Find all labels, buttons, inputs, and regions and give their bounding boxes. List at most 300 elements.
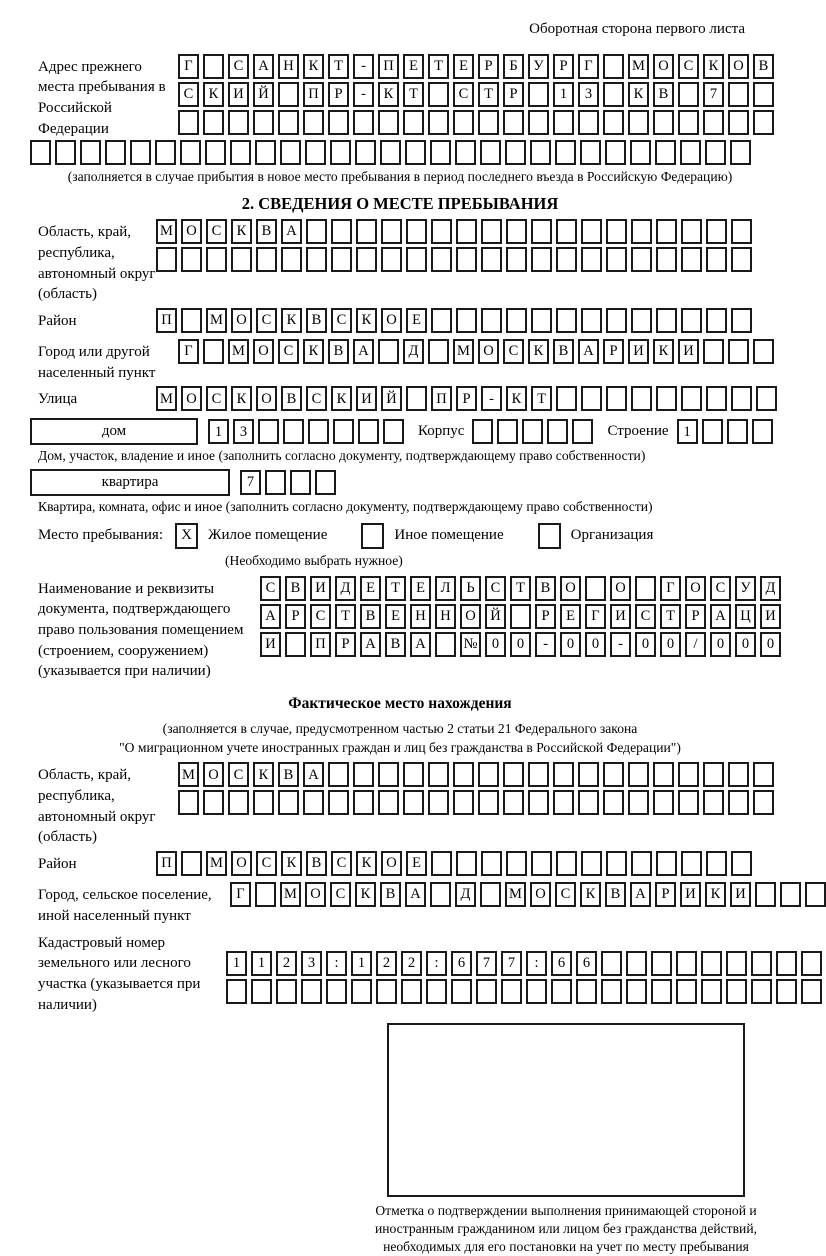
char-box: Т	[335, 604, 356, 629]
char-box: М	[228, 339, 249, 364]
char-box	[206, 247, 227, 272]
char-box: :	[326, 951, 347, 976]
char-box	[551, 979, 572, 1004]
char-box: 0	[585, 632, 606, 657]
char-box	[753, 762, 774, 787]
char-box: 0	[735, 632, 756, 657]
char-box: О	[685, 576, 706, 601]
char-box: 0	[510, 632, 531, 657]
char-box: С	[228, 762, 249, 787]
char-box: Р	[478, 54, 499, 79]
char-box: О	[381, 851, 402, 876]
char-box: Е	[560, 604, 581, 629]
char-box: В	[380, 882, 401, 907]
street-label: Улица	[38, 391, 78, 408]
char-box: Е	[360, 576, 381, 601]
char-box: Р	[655, 882, 676, 907]
char-box: 2	[276, 951, 297, 976]
char-box: О	[653, 54, 674, 79]
char-box	[581, 386, 602, 411]
char-box	[680, 140, 701, 165]
char-box	[701, 951, 722, 976]
char-box: Р	[535, 604, 556, 629]
page-side-label: Оборотная сторона первого листа	[529, 21, 745, 37]
char-grid-row	[260, 632, 781, 657]
char-box	[315, 470, 336, 495]
char-box: С	[331, 308, 352, 333]
char-box	[383, 419, 404, 444]
char-box	[378, 110, 399, 135]
char-box	[303, 790, 324, 815]
char-box	[253, 790, 274, 815]
char-box	[378, 762, 399, 787]
char-box	[756, 386, 777, 411]
char-box	[753, 790, 774, 815]
char-box	[478, 790, 499, 815]
char-box	[401, 979, 422, 1004]
char-box	[353, 790, 374, 815]
char-box	[626, 979, 647, 1004]
apartment-label-box: квартира	[30, 469, 230, 496]
char-box: Д	[455, 882, 476, 907]
char-box	[801, 951, 822, 976]
char-box	[805, 882, 826, 907]
actual-region-field	[38, 762, 800, 848]
char-box: Н	[278, 54, 299, 79]
char-box	[651, 979, 672, 1004]
char-box: А	[303, 762, 324, 787]
char-box	[528, 110, 549, 135]
char-box: И	[610, 604, 631, 629]
char-box: К	[231, 219, 252, 244]
char-box: В	[653, 82, 674, 107]
char-box: О	[231, 851, 252, 876]
char-box	[481, 851, 502, 876]
char-box: 0	[660, 632, 681, 657]
char-box: П	[303, 82, 324, 107]
char-box	[528, 82, 549, 107]
char-box	[378, 339, 399, 364]
korpus-label: Корпус	[418, 423, 465, 440]
char-box	[751, 951, 772, 976]
char-box	[301, 979, 322, 1004]
char-box	[231, 247, 252, 272]
char-box	[581, 219, 602, 244]
char-box	[651, 951, 672, 976]
char-box	[328, 110, 349, 135]
char-box: Г	[230, 882, 251, 907]
korpus-grid	[472, 419, 593, 444]
district-label: Район	[38, 313, 77, 330]
char-box	[731, 386, 752, 411]
char-box	[278, 110, 299, 135]
char-box	[130, 140, 151, 165]
char-box: /	[685, 632, 706, 657]
char-box: П	[431, 386, 452, 411]
char-box: К	[331, 386, 352, 411]
char-box: И	[628, 339, 649, 364]
char-box: Й	[381, 386, 402, 411]
char-box: К	[231, 386, 252, 411]
char-box	[576, 979, 597, 1004]
char-box: -	[353, 54, 374, 79]
char-box: Ь	[460, 576, 481, 601]
char-box	[456, 851, 477, 876]
char-box	[753, 339, 774, 364]
char-box	[55, 140, 76, 165]
char-box	[155, 140, 176, 165]
char-box: 0	[560, 632, 581, 657]
prev-address-note: (заполняется в случае прибытия в новое место пребывания в период последнего въезда в Российскую Федерацию)	[67, 169, 733, 185]
char-box: 0	[635, 632, 656, 657]
char-box: М	[280, 882, 301, 907]
char-box	[601, 979, 622, 1004]
char-grid-row	[260, 604, 781, 629]
char-box	[572, 419, 593, 444]
char-box: К	[705, 882, 726, 907]
char-box	[531, 308, 552, 333]
char-box: С	[330, 882, 351, 907]
char-box	[578, 762, 599, 787]
char-box: 7	[476, 951, 497, 976]
prev-address-grid	[178, 54, 774, 140]
char-grid-row	[178, 790, 774, 815]
actual-district-field	[38, 851, 800, 879]
char-box	[380, 140, 401, 165]
char-box	[603, 110, 624, 135]
char-box	[628, 762, 649, 787]
char-box	[703, 339, 724, 364]
char-box	[403, 790, 424, 815]
char-box: К	[281, 308, 302, 333]
char-box: К	[580, 882, 601, 907]
prev-address-overflow-row	[30, 140, 800, 165]
char-box: О	[530, 882, 551, 907]
char-box	[526, 979, 547, 1004]
char-box: С	[678, 54, 699, 79]
char-box	[376, 979, 397, 1004]
char-box	[278, 790, 299, 815]
char-box	[256, 247, 277, 272]
char-box: 7	[501, 951, 522, 976]
char-box: И	[680, 882, 701, 907]
char-box	[80, 140, 101, 165]
char-box	[681, 386, 702, 411]
char-box	[331, 219, 352, 244]
char-box: В	[281, 386, 302, 411]
char-box: В	[328, 339, 349, 364]
char-box: М	[156, 219, 177, 244]
char-box	[531, 219, 552, 244]
char-box: 2	[401, 951, 422, 976]
char-box	[455, 140, 476, 165]
char-box	[308, 419, 329, 444]
char-box: 1	[677, 419, 698, 444]
char-box	[626, 951, 647, 976]
char-box	[630, 140, 651, 165]
char-box	[406, 386, 427, 411]
char-box	[251, 979, 272, 1004]
char-box: Т	[328, 54, 349, 79]
char-box: М	[178, 762, 199, 787]
char-box	[605, 140, 626, 165]
char-box	[731, 308, 752, 333]
char-box: С	[453, 82, 474, 107]
char-box	[481, 219, 502, 244]
char-box	[228, 790, 249, 815]
char-box	[506, 308, 527, 333]
char-box: М	[505, 882, 526, 907]
char-box	[506, 247, 527, 272]
char-box	[705, 140, 726, 165]
char-box	[253, 110, 274, 135]
char-box	[681, 219, 702, 244]
stay-type-option-other-label: Иное помещение	[394, 527, 504, 544]
char-box	[628, 790, 649, 815]
char-box: Г	[578, 54, 599, 79]
char-box: Т	[403, 82, 424, 107]
char-box	[156, 247, 177, 272]
char-box	[702, 419, 723, 444]
char-grid-row	[178, 54, 774, 79]
char-box	[728, 110, 749, 135]
region-field	[38, 219, 800, 305]
char-box: О	[381, 308, 402, 333]
char-box: Р	[335, 632, 356, 657]
char-box	[356, 219, 377, 244]
char-box: -	[353, 82, 374, 107]
char-box	[428, 790, 449, 815]
char-box: Л	[435, 576, 456, 601]
apartment-row	[30, 469, 800, 496]
char-box: К	[628, 82, 649, 107]
char-box	[726, 979, 747, 1004]
char-grid-row	[178, 762, 774, 787]
stay-type-note: (Необходимо выбрать нужное)	[225, 552, 403, 568]
char-box	[265, 470, 286, 495]
char-box: В	[306, 308, 327, 333]
char-box: В	[385, 632, 406, 657]
apartment-note: Квартира, комната, офис и иное (заполнить согласно документу, подтверждающему право собственности)	[38, 499, 653, 515]
char-box	[276, 979, 297, 1004]
char-box: 3	[301, 951, 322, 976]
stroenie-grid	[677, 419, 773, 444]
char-box: О	[253, 339, 274, 364]
char-box	[205, 140, 226, 165]
char-box	[578, 110, 599, 135]
char-box	[628, 110, 649, 135]
city-label: Город или другой населенный пункт	[38, 344, 156, 381]
char-grid-row	[156, 219, 752, 244]
char-box	[501, 979, 522, 1004]
char-box: А	[260, 604, 281, 629]
char-box: 2	[376, 951, 397, 976]
char-box	[678, 110, 699, 135]
char-box	[603, 54, 624, 79]
char-box	[178, 790, 199, 815]
char-box	[356, 247, 377, 272]
char-box	[751, 979, 772, 1004]
char-box	[406, 219, 427, 244]
char-box: А	[710, 604, 731, 629]
char-box: Д	[760, 576, 781, 601]
char-box: 0	[710, 632, 731, 657]
char-box	[431, 851, 452, 876]
char-box	[178, 110, 199, 135]
char-box: У	[528, 54, 549, 79]
char-box: 1	[251, 951, 272, 976]
char-box: В	[605, 882, 626, 907]
char-box	[653, 110, 674, 135]
char-box	[306, 219, 327, 244]
char-box	[606, 247, 627, 272]
char-box	[506, 219, 527, 244]
char-box	[503, 790, 524, 815]
char-box	[581, 247, 602, 272]
char-box: С	[485, 576, 506, 601]
prev-address-label: Адрес прежнего места пребывания в Российской Федерации	[38, 58, 166, 137]
char-box: С	[555, 882, 576, 907]
char-box: И	[260, 632, 281, 657]
char-box: Р	[685, 604, 706, 629]
char-box: 1	[553, 82, 574, 107]
char-box: В	[306, 851, 327, 876]
char-box	[753, 110, 774, 135]
char-grid-row	[156, 386, 777, 411]
char-box	[727, 419, 748, 444]
char-box: В	[535, 576, 556, 601]
char-grid-row	[178, 110, 774, 135]
char-box	[476, 979, 497, 1004]
char-box	[430, 882, 451, 907]
char-box	[226, 979, 247, 1004]
prev-address-block	[38, 54, 800, 140]
char-box: Т	[428, 54, 449, 79]
char-box: В	[256, 219, 277, 244]
char-box: Н	[410, 604, 431, 629]
char-box: А	[410, 632, 431, 657]
char-box	[603, 82, 624, 107]
document-field	[38, 576, 800, 682]
char-box	[728, 82, 749, 107]
char-box	[528, 762, 549, 787]
actual-city-field	[38, 882, 800, 926]
char-box: А	[360, 632, 381, 657]
char-box: №	[460, 632, 481, 657]
char-box	[181, 247, 202, 272]
char-box	[181, 308, 202, 333]
house-row	[30, 418, 800, 445]
char-box: -	[481, 386, 502, 411]
document-label: Наименование и реквизиты документа, подтверждающего право пользования помещением (строением, сооружением) (указывается при наличии)	[38, 580, 244, 680]
char-box	[728, 762, 749, 787]
char-box: Р	[328, 82, 349, 107]
char-box: К	[356, 851, 377, 876]
char-box: 3	[233, 419, 254, 444]
char-box: И	[228, 82, 249, 107]
char-box: К	[355, 882, 376, 907]
char-box	[280, 140, 301, 165]
char-box	[453, 790, 474, 815]
char-box	[556, 386, 577, 411]
char-box	[180, 140, 201, 165]
char-box: Е	[406, 308, 427, 333]
char-box: Е	[385, 604, 406, 629]
char-box	[405, 140, 426, 165]
char-box	[753, 82, 774, 107]
char-box	[258, 419, 279, 444]
char-box: А	[578, 339, 599, 364]
char-box	[181, 851, 202, 876]
house-grid	[208, 419, 404, 444]
stamp-caption: Отметка о подтверждении выполнения принимающей стороной и иностранным гражданином или лицом без гражданства действий, необходимых для его постановки на учет по месту пребывания	[375, 1203, 757, 1255]
char-box: Р	[285, 604, 306, 629]
char-box: С	[206, 386, 227, 411]
char-box	[731, 851, 752, 876]
char-box	[503, 762, 524, 787]
char-grid-row	[178, 82, 774, 107]
char-box: О	[256, 386, 277, 411]
char-box	[105, 140, 126, 165]
char-box	[453, 110, 474, 135]
char-box	[406, 247, 427, 272]
char-box	[631, 851, 652, 876]
char-box: 1	[351, 951, 372, 976]
char-box: -	[535, 632, 556, 657]
char-box: В	[753, 54, 774, 79]
char-box: Д	[335, 576, 356, 601]
char-box: С	[306, 386, 327, 411]
char-box	[678, 762, 699, 787]
char-box	[676, 951, 697, 976]
char-box	[285, 632, 306, 657]
char-box	[255, 882, 276, 907]
char-box	[481, 308, 502, 333]
char-box: Г	[585, 604, 606, 629]
char-box	[706, 219, 727, 244]
char-box: И	[730, 882, 751, 907]
char-box	[631, 219, 652, 244]
char-box	[306, 247, 327, 272]
char-box	[428, 762, 449, 787]
char-box	[581, 851, 602, 876]
stroenie-label: Строение	[607, 423, 669, 440]
char-box	[780, 882, 801, 907]
char-box	[631, 247, 652, 272]
char-box: О	[610, 576, 631, 601]
char-box: К	[253, 762, 274, 787]
char-box: О	[728, 54, 749, 79]
char-box: Й	[253, 82, 274, 107]
char-box	[203, 790, 224, 815]
actual-city-label: Город, сельское поселение, иной населенный пункт	[38, 887, 212, 924]
char-box: Р	[456, 386, 477, 411]
char-box	[478, 762, 499, 787]
char-box: 6	[576, 951, 597, 976]
char-box	[355, 140, 376, 165]
char-box	[403, 110, 424, 135]
char-box: С	[260, 576, 281, 601]
char-box: Г	[660, 576, 681, 601]
char-box	[655, 140, 676, 165]
char-box	[706, 308, 727, 333]
char-box	[728, 339, 749, 364]
char-box	[428, 339, 449, 364]
char-box	[230, 140, 251, 165]
char-box	[505, 140, 526, 165]
char-box: А	[353, 339, 374, 364]
char-box	[456, 308, 477, 333]
